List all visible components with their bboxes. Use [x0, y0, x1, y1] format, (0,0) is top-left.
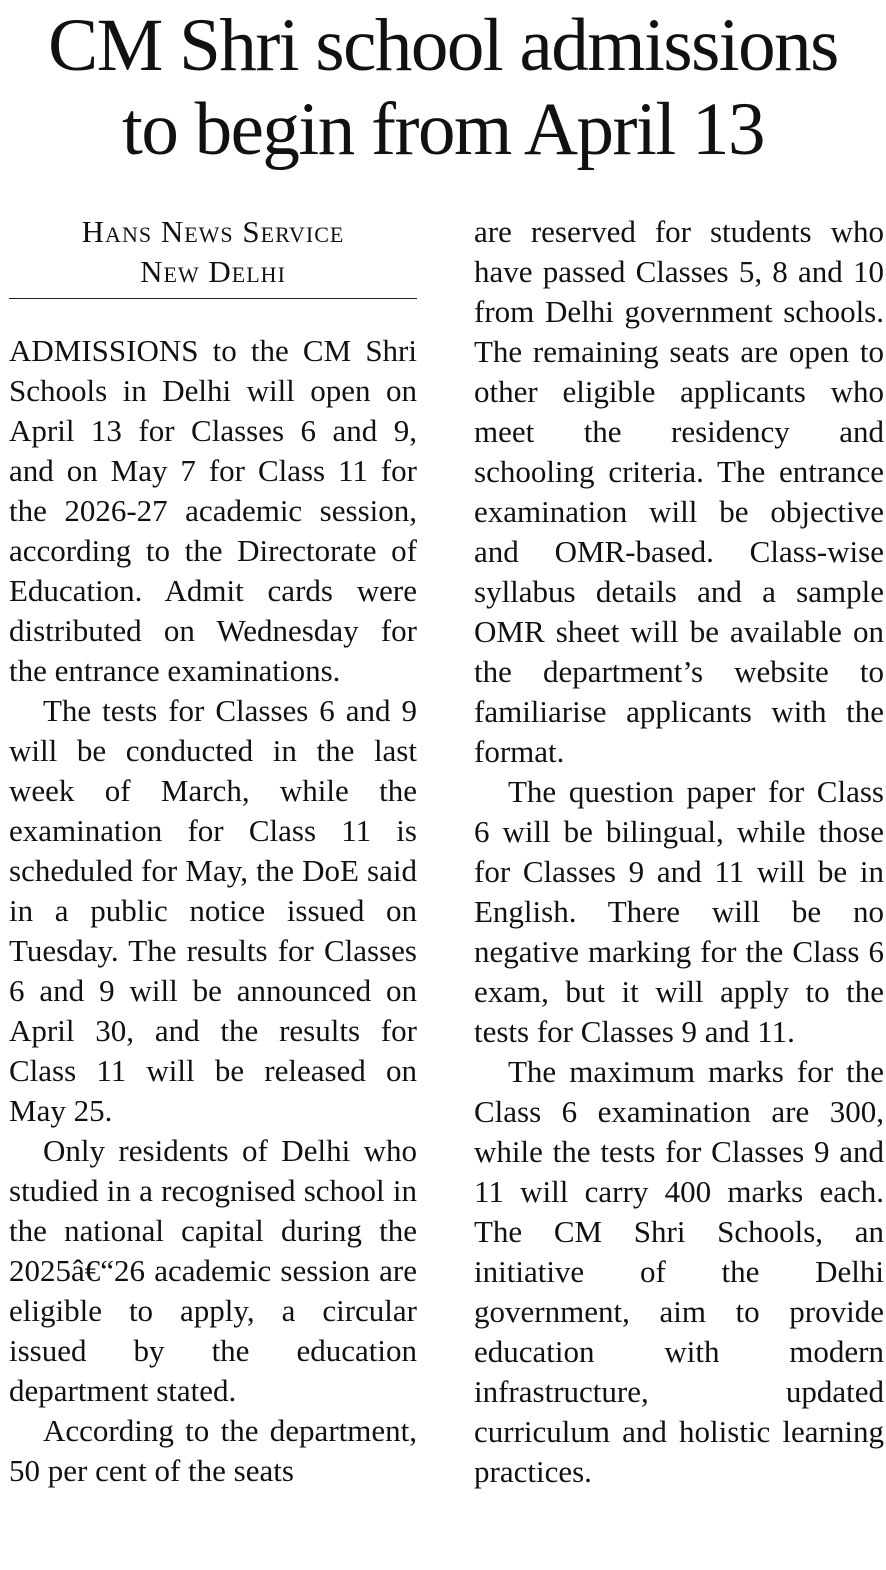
headline	[0, 4, 886, 172]
byline	[9, 212, 417, 299]
byline-location: New Delhi	[140, 254, 286, 289]
article-column-right	[474, 212, 884, 1492]
paragraph-intro: ADMISSIONS to the CM Shri Schools in Delhi will open on April 13 for Classes 6 and 9, and on May 7 for Class 11 for the 2026-27 academic session, according to the Directorate of Education. Admit cards were distributed on Wednesday for the entrance examinations.	[9, 333, 417, 688]
paragraph-reservation-start: According to the department, 50 per cent of the seats	[9, 1413, 417, 1488]
article-column-left	[9, 212, 417, 1491]
byline-agency: Hans News Service	[81, 214, 345, 249]
paragraph-eligibility: Only residents of Delhi who studied in a recognised school in the national capital during the 2025â€“26 academic session are eligible to apply, a circular issued by the education department stated.	[9, 1133, 417, 1408]
headline-line-1: CM Shri school admissions	[48, 4, 838, 87]
paragraph-maximum-marks: The maximum marks for the Class 6 examination are 300, while the tests for Classes 9 and 11 will carry 400 marks each. The CM Shri Schools, an initiative of the Delhi government, aim to provide education with modern infrastructure, updated curriculum and holistic learning practices.	[474, 1054, 884, 1489]
paragraph-question-paper: The question paper for Class 6 will be bilingual, while those for Classes 9 and 11 will be in English. There will be no negative marking for the Class 6 exam, but it will apply to the tests for Classes 9 and 11.	[474, 774, 884, 1049]
headline-line-2: to begin from April 13	[122, 88, 764, 171]
paragraph-test-schedule: The tests for Classes 6 and 9 will be conducted in the last week of March, while the examination for Class 11 is scheduled for May, the DoE said in a public notice issued on Tuesday. The results for Classes 6 and 9 will be announced on April 30, and the results for Class 11 will be released on May 25.	[9, 693, 417, 1128]
paragraph-reservation-continued: are reserved for students who have passed Classes 5, 8 and 10 from Delhi government schools. The remaining seats are open to other eligible applicants who meet the residency and schooling criteria. The entrance examination will be objective and OMR-based. Class-wise syllabus details and a sample OMR sheet will be available on the department’s website to familiarise applicants with the format.	[474, 214, 884, 769]
